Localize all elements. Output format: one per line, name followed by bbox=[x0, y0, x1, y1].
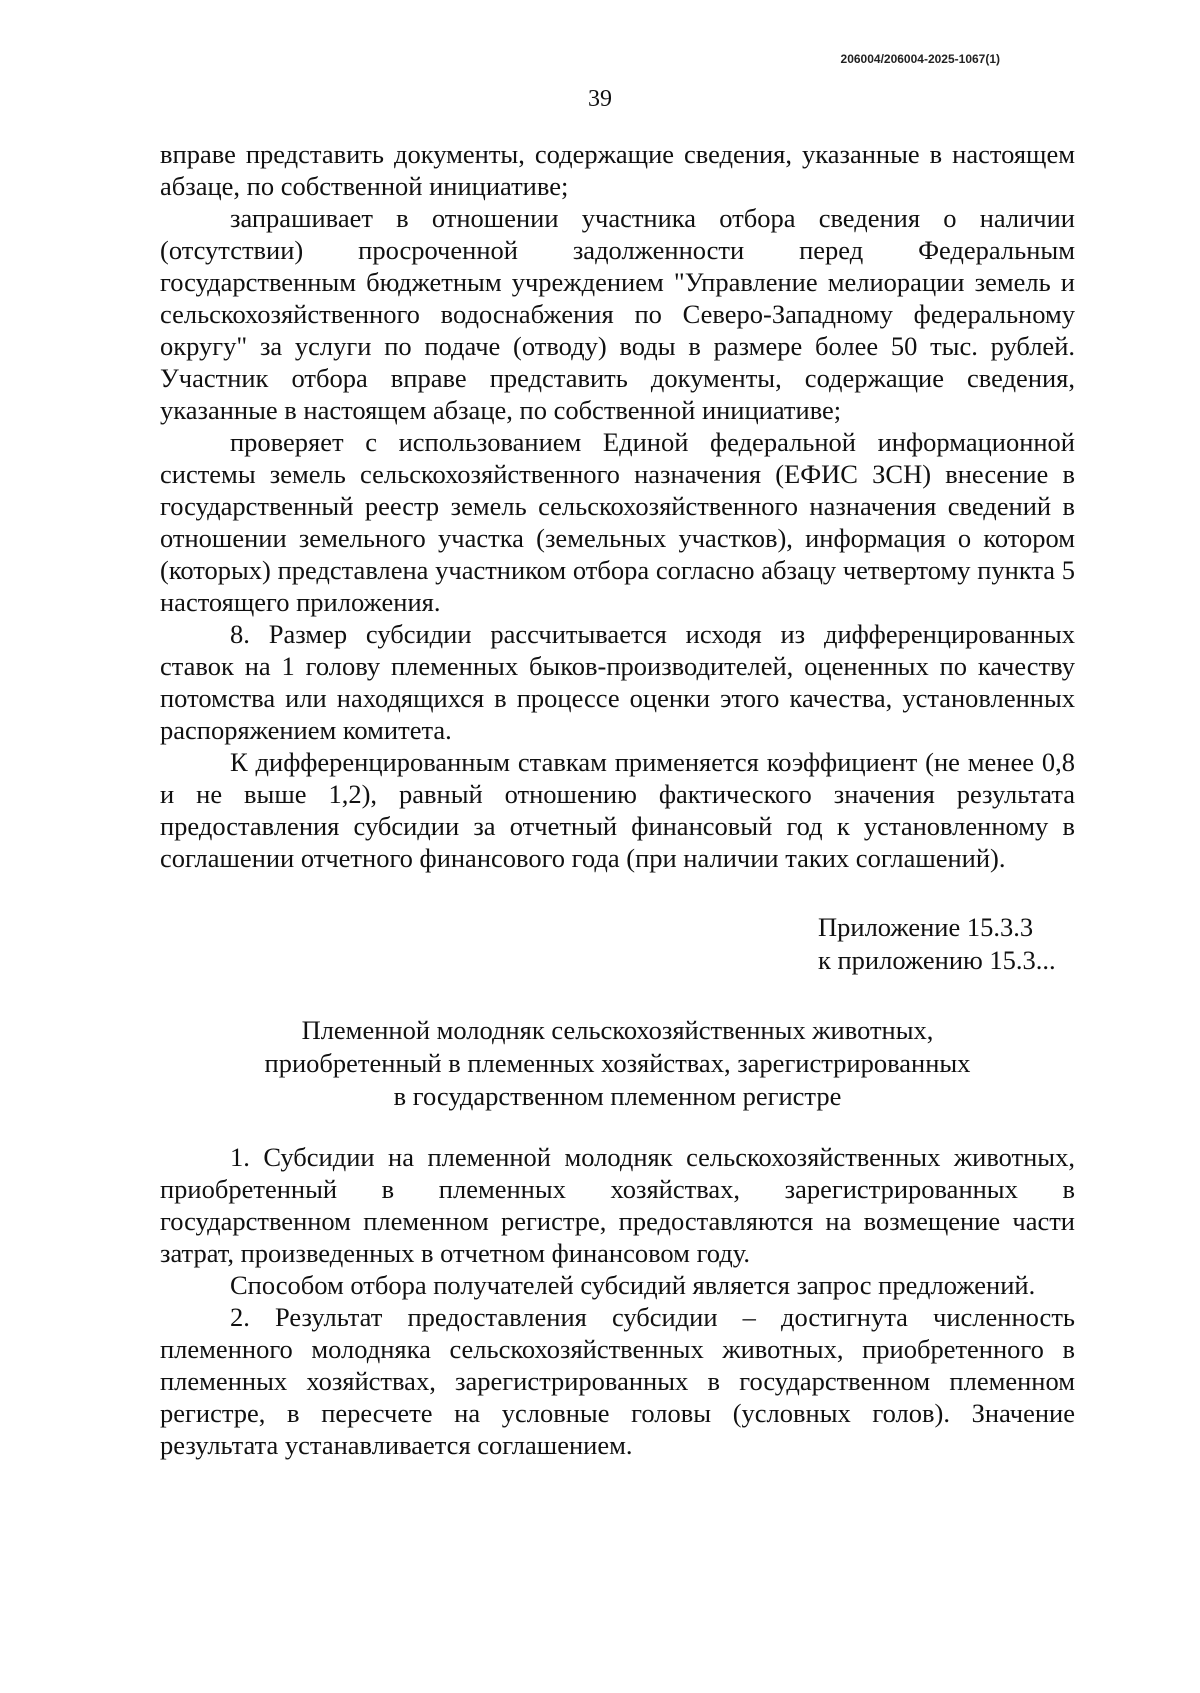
section-title bbox=[160, 1014, 1075, 1113]
paragraph: проверяет с использованием Единой федеральной информационной системы земель сельскохозяйственного назначения (ЕФИС ЗСН) внесение в государственный реестр земель сельскохозяйственного назначения сведений в отношении земельного участка (земельных участков), информация о котором (которых) представлена участником отбора согласно абзацу четвертому пункта 5 настоящего приложения. bbox=[160, 427, 1075, 617]
section-title-line: Племенной молодняк сельскохозяйственных животных, bbox=[301, 1015, 934, 1045]
page-number: 39 bbox=[588, 86, 612, 112]
paragraph: К дифференцированным ставкам применяется коэффициент (не менее 0,8 и не выше 1,2), равный отношению фактического значения результата предоставления субсидии за отчетный финансовый год к установленному в соглашении отчетного финансового года (при наличии таких соглашений). bbox=[160, 747, 1075, 873]
appendix-reference bbox=[818, 911, 1075, 977]
paragraph: вправе представить документы, содержащие сведения, указанные в настоящем абзаце, по собственной инициативе; bbox=[160, 139, 1075, 201]
appendix-line: Приложение 15.3.3 bbox=[818, 912, 1034, 942]
appendix-line: к приложению 15.3... bbox=[818, 945, 1056, 975]
paragraph: 2. Результат предоставления субсидии – достигнута численность племенного молодняка сельскохозяйственных животных, приобретенного в племенных хозяйствах, зарегистрированных в государственном племенном регистре, в пересчете на условные головы (условных голов). Значение результата устанавливается соглашением. bbox=[160, 1302, 1075, 1460]
paragraph: запрашивает в отношении участника отбора сведения о наличии (отсутствии) просроченной задолженности перед Федеральным государственным бюджетным учреждением "Управление мелиорации земель и сельскохозяйственного водоснабжения по Северо-Западному федеральному округу" за услуги по подаче (отводу) воды в размере более 50 тыс. рублей. Участник отбора вправе представить документы, содержащие сведения, указанные в настоящем абзаце, по собственной инициативе; bbox=[160, 203, 1075, 425]
paragraph: Способом отбора получателей субсидий является запрос предложений. bbox=[230, 1270, 1036, 1300]
section-title-line: в государственном племенном регистре bbox=[393, 1081, 842, 1111]
section-title-line: приобретенный в племенных хозяйствах, зарегистрированных bbox=[264, 1048, 971, 1078]
paragraph: 8. Размер субсидии рассчитывается исходя из дифференцированных ставок на 1 голову племенных быков-производителей, оцененных по качеству потомства или находящихся в процессе оценки этого качества, установленных распоряжением комитета. bbox=[160, 619, 1075, 745]
paragraph: 1. Субсидии на племенной молодняк сельскохозяйственных животных, приобретенный в племенных хозяйствах, зарегистрированных в государственном племенном регистре, предоставляются на возмещение части затрат, произведенных в отчетном финансовом году. bbox=[160, 1142, 1075, 1268]
document-id: 206004/206004-2025-1067(1) bbox=[840, 52, 1000, 66]
document-body bbox=[160, 138, 1075, 1461]
